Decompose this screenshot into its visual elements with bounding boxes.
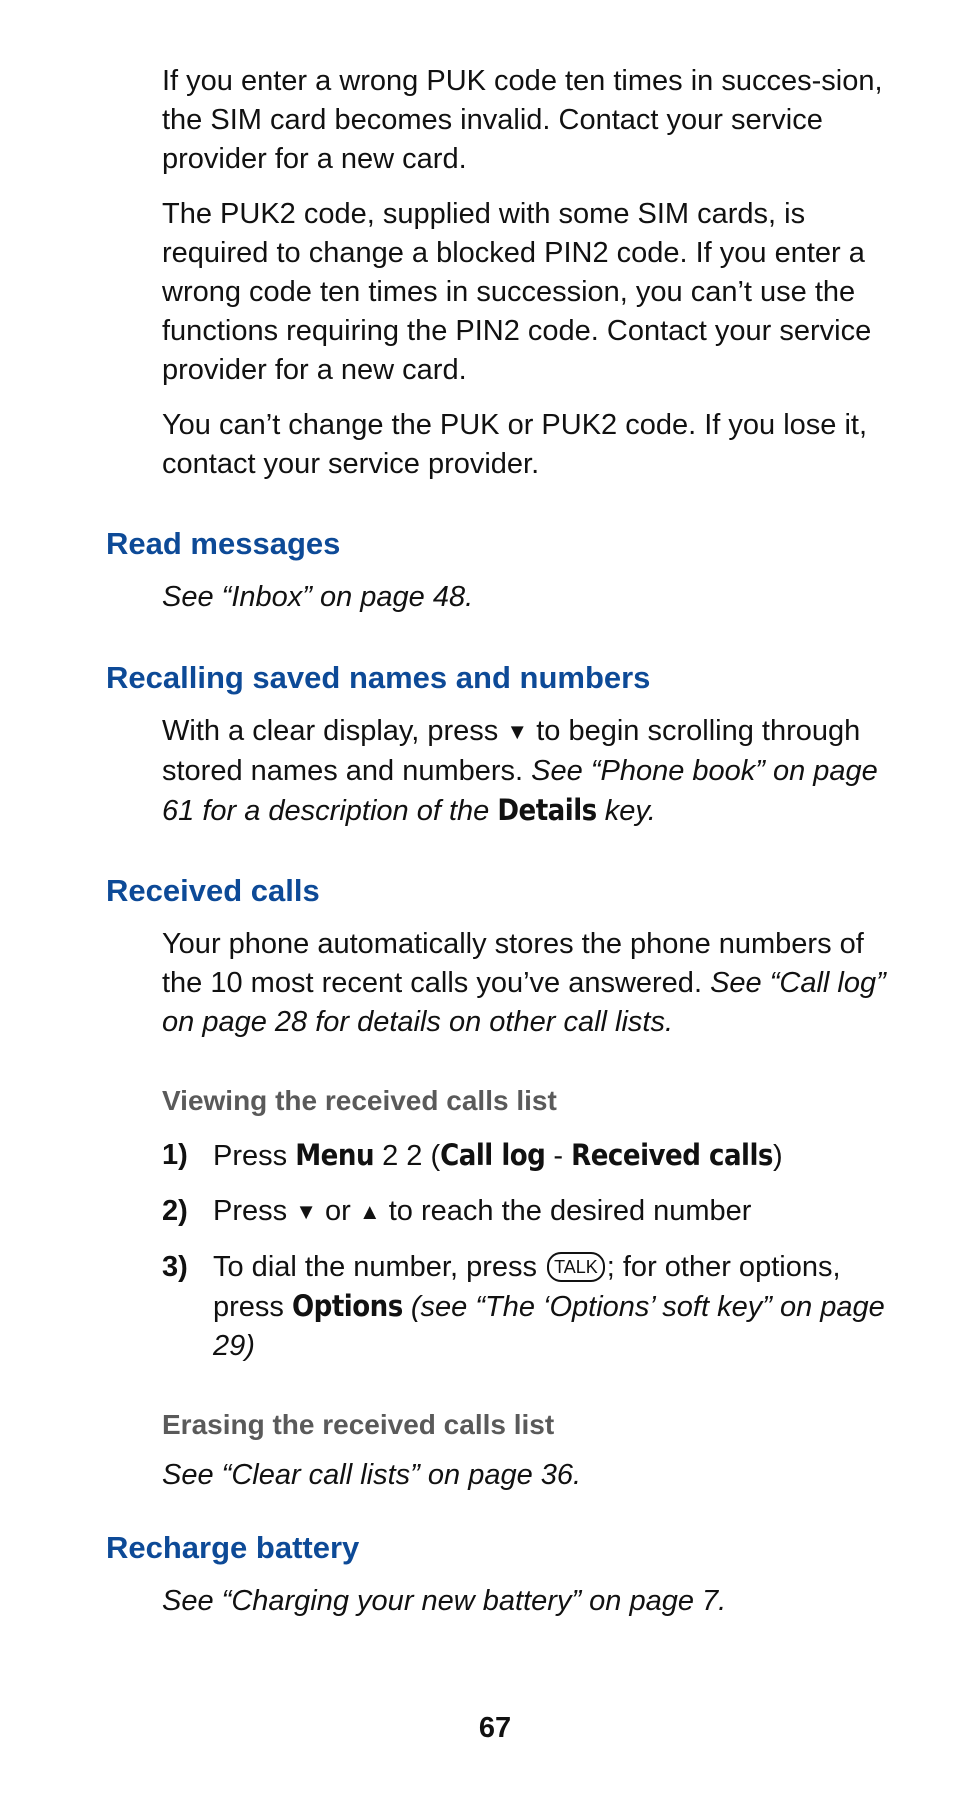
section-recharge-battery (0, 1528, 954, 1621)
menu-key: Menu (295, 1138, 375, 1172)
cross-reference: See “Charging your new battery” on page 7. (162, 1585, 727, 1617)
step-2: 2) Press ▼ or ▲ to reach the desired number (162, 1192, 892, 1232)
up-arrow-icon: ▲ (358, 1199, 381, 1224)
received-calls-key: Received calls (571, 1138, 773, 1172)
section-read-messages (0, 524, 954, 617)
puk2-paragraph: The PUK2 code, supplied with some SIM cards, is required to change a blocked PIN2 code. If you enter a wrong code ten times in succession, you can’t use the functions requiring the PIN2 code. Contact your service provider for a new card. (162, 198, 872, 386)
steps-list (162, 1136, 892, 1366)
down-arrow-icon: ▼ (506, 719, 529, 744)
cross-reference: See “Inbox” on page 48. (162, 581, 474, 613)
recalling-paragraph: With a clear display, press ▼ to begin scrolling through stored names and numbers. See “Phone book” on page 61 for a description of the Details key. (162, 712, 892, 831)
section-heading: Recalling saved names and numbers (106, 660, 651, 695)
subsection-heading: Erasing the received calls list (162, 1409, 555, 1440)
section-heading: Received calls (106, 873, 320, 908)
page-number: 67 (478, 1712, 512, 1744)
cross-reference: See “Clear call lists” on page 36. (162, 1459, 582, 1491)
step-1: 1) Press Menu 2 2 (Call log - Received calls) (162, 1138, 783, 1172)
received-calls-paragraph: Your phone automatically stores the phone numbers of the 10 most recent calls you’ve answered. See “Call log” on page 28 for details on other call lists. (162, 928, 886, 1038)
talk-key-icon: TALK (547, 1252, 605, 1282)
subsection-heading: Viewing the received calls list (162, 1085, 557, 1116)
puk-paragraph: If you enter a wrong PUK code ten times in succes-sion, the SIM card becomes invalid. Contact your service provider for a new card. (162, 65, 883, 175)
intro-block (162, 62, 892, 500)
section-heading: Read messages (106, 526, 341, 561)
puk-change-paragraph: You can’t change the PUK or PUK2 code. If you lose it, contact your service provider. (162, 409, 868, 480)
section-heading: Recharge battery (106, 1530, 360, 1565)
step-3: 3) To dial the number, press TALK ; for other options, press Options (see “The ‘Options’ soft key” on page 29) (162, 1251, 885, 1362)
down-arrow-icon: ▼ (295, 1199, 317, 1224)
section-recalling (0, 658, 954, 831)
options-key: Options (291, 1289, 403, 1323)
call-log-key: Call log (440, 1138, 546, 1172)
details-key: Details (497, 793, 597, 827)
section-received-calls (0, 871, 954, 1495)
